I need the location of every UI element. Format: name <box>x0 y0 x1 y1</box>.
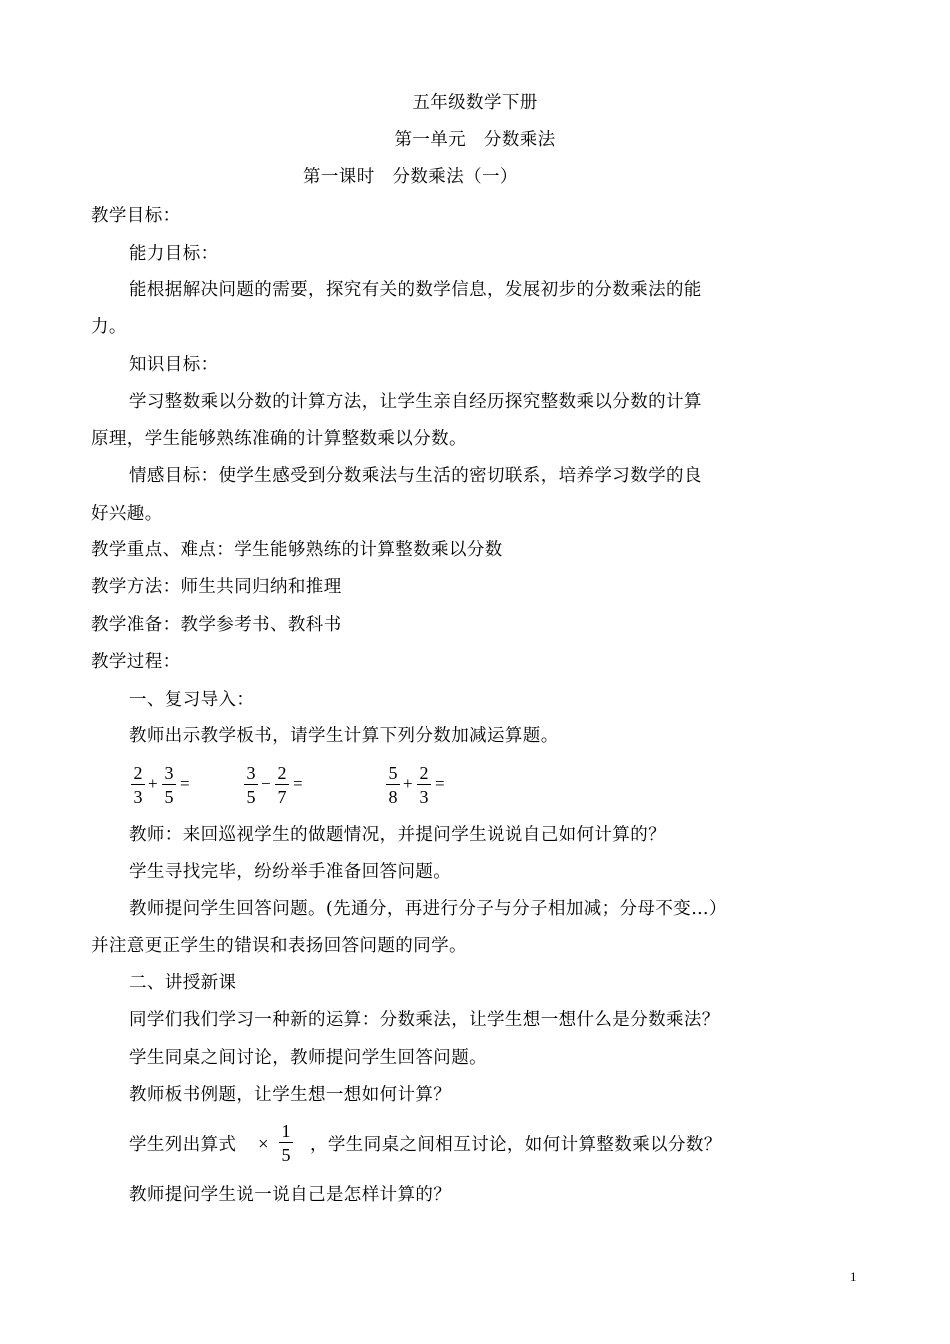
denominator: 5 <box>164 787 174 807</box>
denominator: 5 <box>246 787 256 807</box>
numerator: 1 <box>281 1121 291 1141</box>
knowledge-heading: 知识目标： <box>129 355 219 375</box>
exercise-3-operator: + <box>403 774 413 793</box>
emotion-text-line1: 情感目标：使学生感受到分数乘法与生活的密切联系，培养学习数学的良 <box>129 466 702 486</box>
exercise-1-fraction-a <box>130 763 146 806</box>
numerator: 2 <box>277 763 287 783</box>
exercise-2-fraction-b <box>274 763 290 806</box>
denominator: 3 <box>419 787 429 807</box>
teacher-patrol: 教师：来回巡视学生的做题情况，并提问学生说说自己如何计算的？ <box>129 825 666 845</box>
ability-heading: 能力目标： <box>129 244 219 264</box>
new-lesson-text-3: 教师板书例题，让学生想一想如何计算？ <box>129 1085 452 1105</box>
exercise-3-equals: = <box>435 774 445 793</box>
page-number: 1 <box>850 1269 857 1284</box>
denominator: 7 <box>277 787 287 807</box>
key-points: 教学重点、难点：学生能够熟练的计算整数乘以分数 <box>91 540 503 560</box>
exercise-2-equals: = <box>293 774 303 793</box>
numerator: 2 <box>133 763 143 783</box>
exercise-2-fraction-a <box>243 763 259 806</box>
process-heading: 教学过程： <box>91 652 181 672</box>
knowledge-text-line1: 学习整数乘以分数的计算方法，让学生亲自经历探究整数乘以分数的计算 <box>129 392 702 412</box>
teaching-preparation: 教学准备：教学参考书、教科书 <box>91 615 342 635</box>
new-lesson-text-2: 学生同桌之间讨论，教师提问学生回答问题。 <box>129 1048 487 1068</box>
numerator: 5 <box>388 763 398 783</box>
exercise-2-operator: − <box>261 774 271 793</box>
denominator: 5 <box>281 1145 291 1165</box>
exercise-3-fraction-a <box>385 763 401 806</box>
numerator: 3 <box>164 763 174 783</box>
formula-tail-text: ，学生同桌之间相互讨论，如何计算整数乘以分数？ <box>310 1135 722 1155</box>
new-lesson-text-1: 同学们我们学习一种新的运算：分数乘法，让学生想一想什么是分数乘法？ <box>129 1010 720 1030</box>
exercise-1-operator: + <box>148 774 158 793</box>
exercise-1-fraction-b <box>161 763 177 806</box>
students-ready: 学生寻找完毕，纷纷举手准备回答问题。 <box>129 862 452 882</box>
ability-text-line2: 力。 <box>91 317 127 337</box>
formula-fraction <box>278 1121 294 1164</box>
teacher-ask-line1: 教师提问学生回答问题。(先通分，再进行分子与分子相加减；分母不变…） <box>129 899 727 919</box>
exercise-1-equals: = <box>180 774 190 793</box>
review-text: 教师出示教学板书，请学生计算下列分数加减运算题。 <box>129 726 559 746</box>
ability-text-line1: 能根据解决问题的需要，探究有关的数学信息，发展初步的分数乘法的能 <box>129 280 702 300</box>
emotion-text-line2: 好兴趣。 <box>91 504 163 524</box>
formula-lead-text: 学生列出算式 <box>129 1135 237 1155</box>
teaching-method: 教学方法：师生共同归纳和推理 <box>91 577 342 597</box>
new-lesson-heading: 二、讲授新课 <box>129 973 237 993</box>
review-heading: 一、复习导入： <box>129 690 255 710</box>
numerator: 2 <box>419 763 429 783</box>
new-lesson-text-5: 教师提问学生说一说自己是怎样计算的？ <box>129 1185 452 1205</box>
teacher-ask-line2: 并注意更正学生的错误和表扬回答问题的同学。 <box>91 936 467 956</box>
numerator: 3 <box>246 763 256 783</box>
book-title: 五年级数学下册 <box>412 93 538 113</box>
unit-title: 第一单元 分数乘法 <box>394 130 556 150</box>
times-sign: × <box>258 1134 269 1155</box>
denominator: 3 <box>133 787 143 807</box>
denominator: 8 <box>388 787 398 807</box>
objectives-heading: 教学目标： <box>91 206 181 226</box>
knowledge-text-line2: 原理，学生能够熟练准确的计算整数乘以分数。 <box>91 429 467 449</box>
lesson-title: 第一课时 分数乘法（一） <box>303 167 518 187</box>
exercise-3-fraction-b <box>416 763 432 806</box>
